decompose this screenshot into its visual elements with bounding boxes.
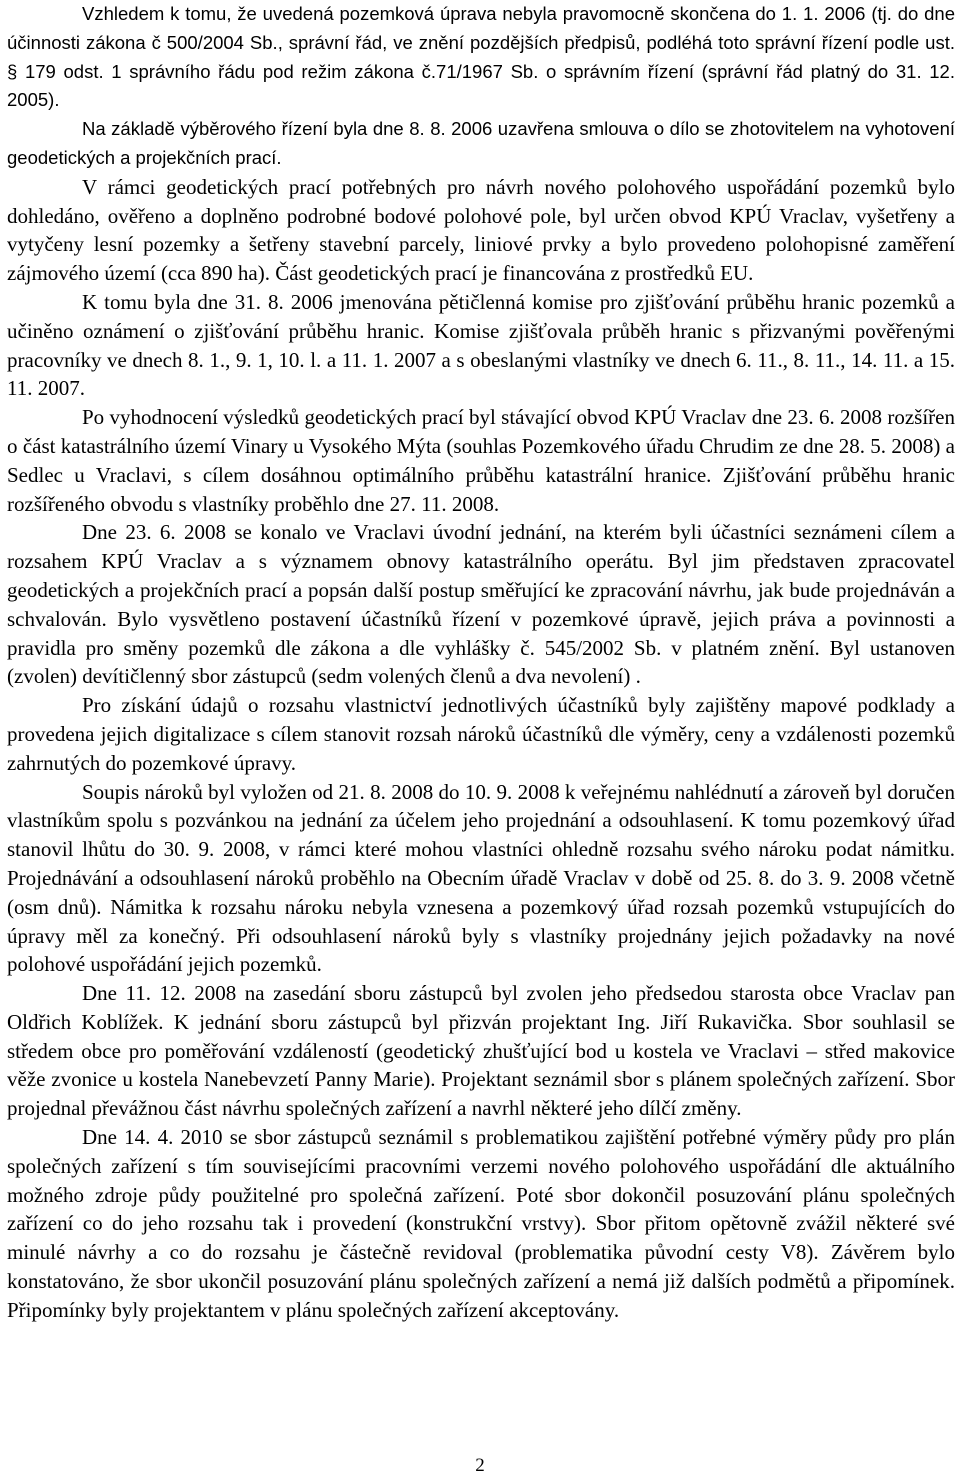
paragraph-contract: Na základě výběrového řízení byla dne 8. 8. 2006 uzavřena smlouva o dílo se zhotovitelem na vyhotovení geodetických a projekčních prací. — [7, 118, 955, 168]
paragraph-intro: Vzhledem k tomu, že uvedená pozemková úprava nebyla pravomocně skončena do 1. 1. 2006 (tj. do dne účinnosti zákona č 500/2004 Sb., správní řád, ve znění pozdějších předpisů, podléhá toto správní řízení podle ust. § 179 odst. 1 správního řádu pod režim zákona č.71/1967 Sb. o správním řízení (správní řád platný do 31. 12. 2005). — [7, 3, 955, 111]
paragraph-boundary-extension: Po vyhodnocení výsledků geodetických prací byl stávající obvod KPÚ Vraclav dne 23. 6. 2008 rozšířen o část katastrálního území Vinary u Vysokého Mýta (souhlas Pozemkového úřadu Chrudim ze dne 28. 5. 2008) a Sedlec u Vraclavi, s cílem dosáhnou optimálního průběhu katastrální hranice. Zjišťování průběhu hranic rozšířeného obvodu s vlastníky proběhlo dne 27. 11. 2008. — [7, 405, 955, 516]
paragraph-common-facilities: Dne 14. 4. 2010 se sbor zástupců seznámil s problematikou zajištění potřebné výměry půdy pro plán společných zařízení s tím souvisejícími pracovními verzemi nového polohového uspořádání dle aktuálního možného zdroje půdy použitelné pro společná zařízení. Poté sbor dokončil posuzování plánu společných zařízení co do jeho rozsahu tak i provedení (konstrukční vrstvy). Sbor přitom opětovně zvážil některé své minulé návrhy a co do rozsahu je částečně revidoval (problematika původní cesty V8). Závěrem bylo konstatováno, že sbor ukončil posuzování plánu společných zařízení a nemá již dalších podmětů a připomínek. Připomínky byly projektantem v plánu společných zařízení akceptovány. — [7, 1125, 955, 1322]
paragraph-geodetic-works: V rámci geodetických prací potřebných pro návrh nového polohového uspořádání pozemků bylo dohledáno, ověřeno a doplněno podrobné bodové polohové pole, byl určen obvod KPÚ Vraclav, vyšetřeny a vytyčeny lesní pozemky a šetřeny stavební parcely, liniové prvky a bylo provedeno polohopisné zaměření zájmového území (cca 890 ha). Část geodetických prací je financována z prostředků EU. — [7, 174, 955, 286]
paragraph-claims-list: Soupis nároků byl vyložen od 21. 8. 2008 do 10. 9. 2008 k veřejnému nahlédnutí a zároveň byl doručen vlastníkům spolu s pozvánkou na jednání za účelem jeho projednání a odsouhlasení. K tomu pozemkový úřad stanovil lhůtu do 30. 9. 2008, v rámci které mohou vlastníci ohledně rozsahu svého nároku podat námitku. Projednávání a odsouhlasení nároků proběhlo na Obecním úřadě Vraclav v době od 25. 8. do 3. 9. 2008 včetně (osm dnů). Námitka k rozsahu nároku nebyla vznesena a pozemkový úřad rozsah pozemků vstupujících do úpravy měl za konečný. Při odsouhlasení nároků byly s vlastníky projednány jejich požadavky na nové polohové uspořádání jejich pozemků. — [7, 779, 955, 977]
paragraph-boundary-commission: K tomu byla dne 31. 8. 2006 jmenována pětičlenná komise pro zjišťování průběhu hranic pozemků a učiněno oznámení o zjišťování průběhu hranic. Komise zjišťovala průběh hranic s přizvanými pověřenými pracovníky ve dnech 8. 1., 9. 1, 10. l. a 11. 1. 2007 a s obeslanými vlastníky ve dnech 6. 11., 8. 11., 14. 11. a 15. 11. 2007. — [7, 289, 955, 401]
document-page — [7, 0, 955, 1325]
paragraph-ownership-data: Pro získání údajů o rozsahu vlastnictví jednotlivých účastníků byly zajištěny mapové podklady a provedena jejich digitalizace s cílem stanovit rozsah nároků účastníků dle výměry, ceny a vzdálenosti pozemků zahrnutých do pozemkové úpravy. — [7, 693, 955, 775]
paragraph-introductory-meeting: Dne 23. 6. 2008 se konalo ve Vraclavi úvodní jednání, na kterém byli účastníci seznámeni cílem a rozsahem KPÚ Vraclav a s významem obnovy katastrálního operátu. Byl jim představen zpracovatel geodetických a projekčních prací a popsán další postup směřující ke zpracování návrhu, jak bude projednáván a schvalován. Bylo vysvětleno postavení účastníků řízení v pozemkové úpravě, jejich práva a povinnosti a pravidla pro směny pozemků dle zákona a dle vyhlášky č. 545/2002 Sb. v platném znění. Byl ustanoven (zvolen) devítičlenný sbor zástupců (sedm volených členů a dva nevolení) . — [7, 520, 955, 689]
paragraph-representatives-meeting: Dne 11. 12. 2008 na zasedání sboru zástupců byl zvolen jeho předsedou starosta obce Vraclav pan Oldřich Koblížek. K jednání sboru zástupců byl přizván projektant Ing. Jiří Rukavička. Sbor souhlasil se středem obce pro poměřování vzdáleností (geodetický zhušťující bod u kostela ve Vraclavi – střed makovice věže zvonice u kostela Nanebevzetí Panny Marie). Projektant seznámil sbor s plánem společných zařízení. Sbor projednal převážnou část návrhu společných zařízení a navrhl některé jeho dílčí změny. — [7, 981, 955, 1121]
page-number: 2 — [475, 1455, 485, 1476]
